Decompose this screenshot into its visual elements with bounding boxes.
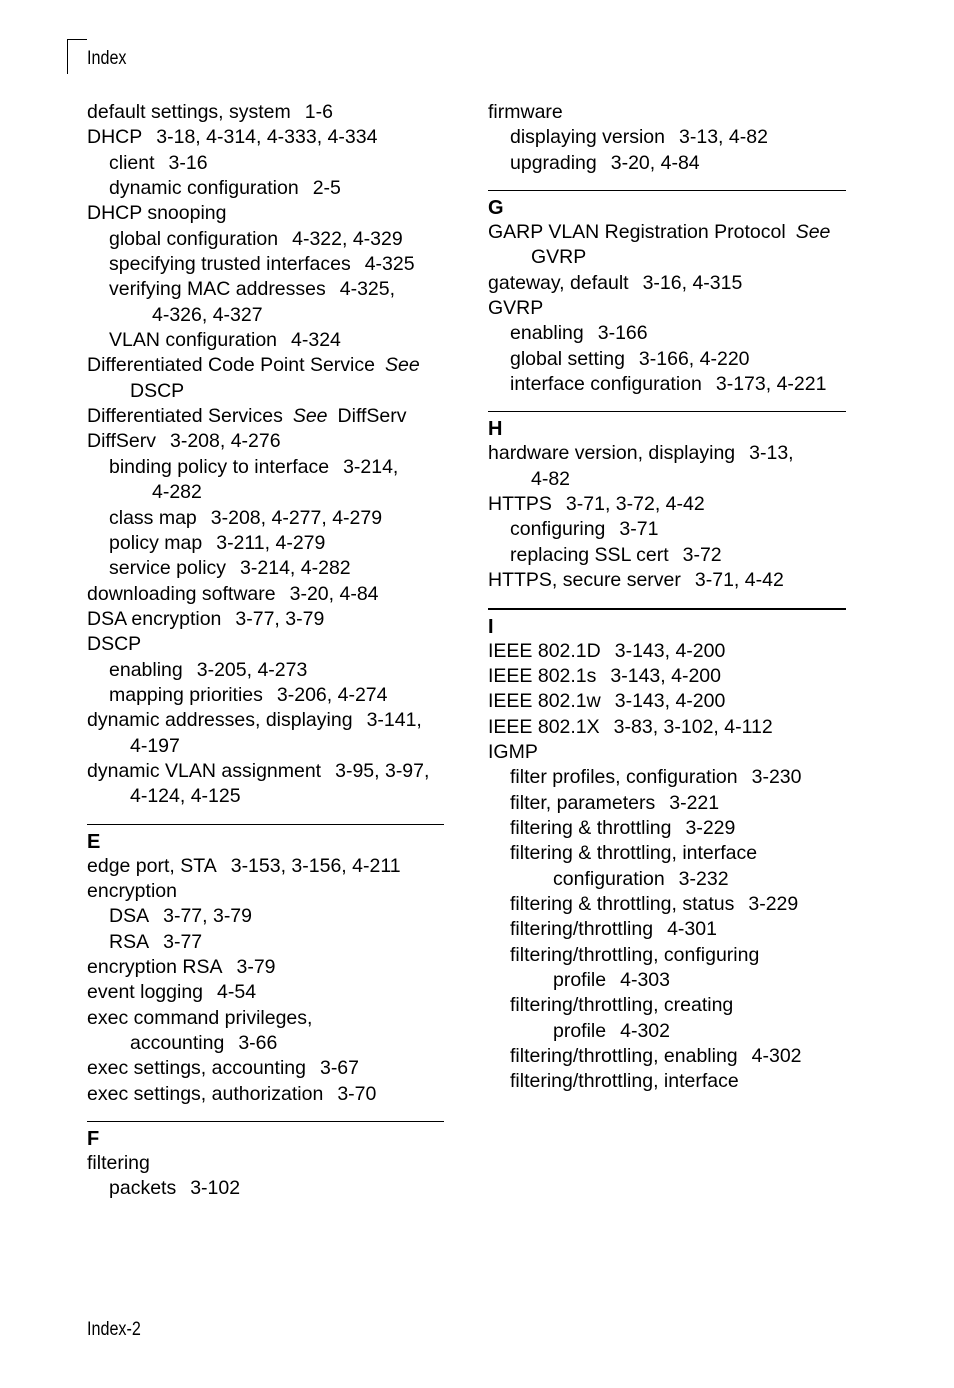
index-term: DSA: [109, 905, 150, 928]
index-term: 4-124, 4-125: [130, 785, 241, 808]
page-footer: Index-2: [87, 1319, 141, 1340]
index-entry: [87, 879, 444, 904]
index-term: encryption RSA: [87, 956, 223, 978]
index-entry: [488, 816, 846, 841]
index-term: DHCP snooping: [87, 202, 227, 225]
index-term: IEEE 802.1s: [488, 664, 597, 687]
section-divider: [87, 1121, 444, 1122]
see-target: DiffServ: [337, 405, 407, 428]
index-block: [87, 100, 444, 810]
index-term: IEEE 802.1D: [488, 639, 601, 662]
index-term: firmware: [488, 101, 563, 123]
index-term: filtering & throttling, status: [510, 892, 735, 915]
index-entry: [87, 252, 444, 277]
page-reference: 4-325,: [339, 278, 396, 301]
index-entry: [488, 100, 846, 125]
index-entry: [87, 201, 444, 226]
page-reference: 3-229: [685, 816, 736, 839]
index-term: 4-282: [152, 481, 202, 504]
page-reference: 3-141,: [366, 709, 422, 732]
page-reference: 3-143, 4-200: [614, 690, 726, 713]
index-term: filter, parameters: [510, 791, 656, 814]
index-entry: [488, 347, 846, 372]
index-entry: [488, 765, 846, 790]
index-entry: [87, 980, 444, 1005]
index-entry: [87, 379, 444, 404]
index-term: DSCP: [130, 379, 185, 402]
index-entry: [488, 1044, 846, 1069]
page-reference: 3-230: [751, 766, 802, 789]
index-entry: [87, 930, 444, 955]
page-reference: 4-303: [620, 968, 670, 991]
index-term: DSA encryption: [87, 607, 222, 630]
index-term: IEEE 802.1w: [488, 690, 601, 713]
section-divider: [488, 190, 846, 191]
index-term: filtering/throttling, creating: [510, 994, 734, 1017]
index-block: [488, 639, 846, 1095]
index-entry: [488, 245, 846, 270]
page-reference: 4-301: [667, 918, 717, 941]
page-reference: 4-325: [364, 253, 415, 276]
page-reference: 3-211, 4-279: [216, 531, 326, 554]
index-entry: [87, 904, 444, 929]
index-entry: [87, 955, 444, 980]
index-entry: [87, 531, 444, 556]
index-entry: [87, 455, 444, 480]
index-term: Differentiated Code Point Service: [87, 354, 375, 377]
index-entry: [488, 1019, 846, 1044]
index-term: dynamic addresses, displaying: [87, 709, 353, 732]
page-reference: 3-20, 4-84: [289, 582, 379, 605]
index-term: RSA: [109, 930, 150, 953]
index-entry: [488, 689, 846, 714]
page-reference: 3-153, 3-156, 4-211: [230, 854, 401, 877]
page-reference: 4-322, 4-329: [292, 227, 403, 250]
page-reference: 3-208, 4-276: [170, 430, 281, 453]
index-entry: [488, 715, 846, 740]
index-term: filtering/throttling: [510, 918, 654, 941]
index-entry: [488, 841, 846, 866]
section-divider: [488, 608, 846, 610]
corner-mark-horizontal: [67, 39, 87, 40]
index-entry: [87, 429, 444, 454]
index-term: gateway, default: [488, 271, 629, 294]
page-reference: 3-95, 3-97,: [335, 759, 430, 782]
page-reference: 3-221: [669, 791, 720, 814]
index-entry: [488, 917, 846, 942]
index-entry: [488, 125, 846, 150]
index-block: [488, 220, 846, 397]
page-reference: 3-102: [190, 1177, 241, 1200]
section-divider: [488, 411, 846, 412]
page-reference: 4-302: [751, 1045, 802, 1067]
section-letter: F: [87, 1128, 100, 1151]
index-entry: [488, 943, 846, 968]
index-term: verifying MAC addresses: [109, 278, 326, 301]
index-entry: [488, 968, 846, 993]
page-reference: 3-77, 3-79: [235, 607, 325, 630]
index-entry: [488, 993, 846, 1018]
index-term: interface configuration: [510, 373, 702, 396]
index-term: class map: [109, 506, 197, 529]
index-entry: [87, 708, 444, 733]
index-term: filtering/throttling, enabling: [510, 1045, 738, 1067]
index-entry: [87, 683, 444, 708]
page-reference: 3-166, 4-220: [638, 347, 750, 370]
index-term: filtering/throttling, configuring: [510, 943, 760, 966]
page-reference: 3-72: [682, 543, 722, 566]
page-reference: 3-166: [597, 322, 648, 345]
index-term: IGMP: [488, 740, 538, 763]
index-entry: [87, 1176, 444, 1201]
index-block: [488, 100, 846, 176]
index-term: binding policy to interface: [109, 455, 330, 478]
index-term: enabling: [510, 322, 584, 345]
index-entry: [87, 632, 444, 657]
index-term: Differentiated Services: [87, 405, 283, 428]
index-entry: [87, 1006, 444, 1031]
index-block: [87, 854, 444, 1107]
index-entry: [488, 639, 846, 664]
index-entry: [87, 125, 444, 150]
index-term: configuring: [510, 518, 606, 541]
index-term: DiffServ: [87, 430, 156, 453]
index-entry: [87, 1056, 444, 1081]
index-entry: [488, 492, 846, 517]
index-entry: [488, 568, 846, 593]
index-entry: [87, 854, 444, 879]
index-entry: [488, 1069, 846, 1094]
index-term: global configuration: [109, 227, 279, 250]
index-entry: [87, 759, 444, 784]
index-term: DSCP: [87, 633, 142, 656]
page-reference: 3-205, 4-273: [196, 658, 308, 681]
index-entry: [87, 1031, 444, 1056]
index-term: HTTPS, secure server: [488, 569, 681, 592]
index-term: 4-82: [531, 467, 571, 490]
index-entry: [488, 791, 846, 816]
index-term: policy map: [109, 531, 203, 554]
section-letter: H: [488, 418, 503, 441]
index-term: DHCP: [87, 126, 143, 149]
section-divider: [87, 824, 444, 825]
index-entry: [488, 517, 846, 542]
page-reference: 4-54: [217, 981, 257, 1004]
section-letter: E: [87, 830, 101, 853]
index-term: profile: [553, 1019, 607, 1042]
index-term: filter profiles, configuration: [510, 766, 738, 789]
index-entry: [488, 220, 846, 245]
index-term: HTTPS: [488, 493, 552, 516]
index-entry: [488, 664, 846, 689]
page-reference: 1-6: [304, 101, 333, 123]
section-letter: I: [488, 615, 494, 638]
page-reference: 4-324: [291, 329, 341, 352]
index-term: filtering & throttling, interface: [510, 842, 758, 865]
index-column-right: [488, 100, 846, 1095]
index-entry: [488, 543, 846, 568]
index-term: downloading software: [87, 582, 276, 605]
index-term: dynamic configuration: [109, 177, 299, 200]
index-entry: [87, 1151, 444, 1176]
index-entry: [488, 892, 846, 917]
index-entry: [87, 506, 444, 531]
index-term: IEEE 802.1X: [488, 715, 600, 738]
page-reference: 3-20, 4-84: [610, 151, 700, 174]
index-term: exec settings, authorization: [87, 1082, 324, 1105]
index-entry: [87, 100, 444, 125]
page-reference: 3-16: [168, 151, 208, 174]
index-block: [488, 441, 846, 593]
index-entry: [87, 784, 444, 809]
index-entry: [87, 303, 444, 328]
page-reference: 3-18, 4-314, 4-333, 4-334: [156, 126, 378, 149]
see-reference: See: [292, 405, 328, 428]
page-reference: 3-83, 3-102, 4-112: [613, 715, 773, 738]
page-reference: 4-302: [620, 1019, 670, 1042]
index-entry: [488, 441, 846, 466]
index-entry: [87, 480, 444, 505]
index-term: filtering/throttling, interface: [510, 1070, 739, 1093]
index-term: global setting: [510, 347, 625, 370]
index-entry: [87, 1082, 444, 1107]
page-reference: 3-16, 4-315: [642, 271, 743, 294]
page-reference: 3-79: [236, 956, 276, 978]
page-reference: 3-70: [337, 1082, 377, 1105]
index-term: hardware version, displaying: [488, 442, 736, 465]
index-entry: [87, 227, 444, 252]
index-entry: [87, 734, 444, 759]
index-term: client: [109, 151, 155, 174]
index-term: GARP VLAN Registration Protocol: [488, 221, 786, 244]
index-entry: [87, 328, 444, 353]
index-block: [87, 1151, 444, 1202]
index-entry: [87, 277, 444, 302]
index-term: filtering: [87, 1152, 150, 1175]
index-column-left: [87, 100, 444, 1202]
page-reference: 3-214,: [343, 455, 399, 478]
section-letter: G: [488, 197, 504, 220]
page-reference: 3-214, 4-282: [240, 557, 351, 580]
index-term: packets: [109, 1177, 177, 1200]
index-entry: [488, 467, 846, 492]
index-term: specifying trusted interfaces: [109, 253, 351, 276]
index-entry: [87, 658, 444, 683]
index-entry: [488, 151, 846, 176]
index-entry: [87, 151, 444, 176]
page-reference: 3-206, 4-274: [276, 683, 388, 706]
index-term: 4-197: [130, 734, 180, 757]
index-entry: [488, 867, 846, 892]
page-reference: 3-232: [678, 867, 729, 890]
index-term: mapping priorities: [109, 683, 263, 706]
index-term: VLAN configuration: [109, 329, 278, 352]
index-term: profile: [553, 968, 607, 991]
page-reference: 3-77, 3-79: [163, 905, 253, 928]
page-reference: 3-67: [319, 1057, 359, 1080]
index-entry: [87, 353, 444, 378]
index-entry: [87, 176, 444, 201]
index-term: upgrading: [510, 151, 597, 174]
page-reference: 3-143, 4-200: [610, 664, 721, 687]
index-entry: [87, 404, 444, 429]
page-reference: 3-77: [163, 930, 203, 953]
index-entry: [488, 271, 846, 296]
page-reference: 3-13,: [749, 442, 794, 465]
index-entry: [488, 740, 846, 765]
index-entry: [488, 372, 846, 397]
page-reference: 3-208, 4-277, 4-279: [210, 506, 383, 529]
index-term: edge port, STA: [87, 854, 217, 877]
corner-mark-vertical: [67, 39, 68, 74]
index-term: enabling: [109, 658, 183, 681]
index-entry: [87, 607, 444, 632]
index-term: GVRP: [488, 297, 544, 320]
index-entry: [87, 582, 444, 607]
page-reference: 2-5: [312, 177, 341, 200]
index-term: event logging: [87, 981, 204, 1004]
page-reference: 3-143, 4-200: [614, 639, 726, 662]
index-term: 4-326, 4-327: [152, 303, 263, 326]
index-term: exec command privileges,: [87, 1006, 313, 1029]
index-term: displaying version: [510, 126, 666, 149]
page-header: Index: [87, 48, 127, 69]
page-reference: 3-71: [619, 518, 659, 541]
page-reference: 3-66: [238, 1032, 278, 1055]
index-term: dynamic VLAN assignment: [87, 759, 322, 782]
index-term: replacing SSL cert: [510, 543, 669, 566]
index-term: service policy: [109, 557, 227, 580]
index-term: encryption: [87, 879, 177, 902]
index-entry: [87, 556, 444, 581]
see-reference: See: [795, 221, 831, 244]
index-entry: [488, 296, 846, 321]
index-entry: [488, 321, 846, 346]
page-reference: 3-229: [748, 892, 799, 915]
page-reference: 3-13, 4-82: [679, 126, 768, 149]
index-term: default settings, system: [87, 101, 291, 123]
page-reference: 3-71, 4-42: [694, 569, 784, 592]
index-term: exec settings, accounting: [87, 1057, 306, 1080]
see-reference: See: [384, 354, 420, 377]
index-term: filtering & throttling: [510, 816, 672, 839]
index-term: configuration: [553, 867, 665, 890]
index-term: GVRP: [531, 246, 587, 269]
page-reference: 3-173, 4-221: [715, 373, 827, 396]
page-reference: 3-71, 3-72, 4-42: [565, 493, 705, 516]
index-term: accounting: [130, 1032, 225, 1055]
